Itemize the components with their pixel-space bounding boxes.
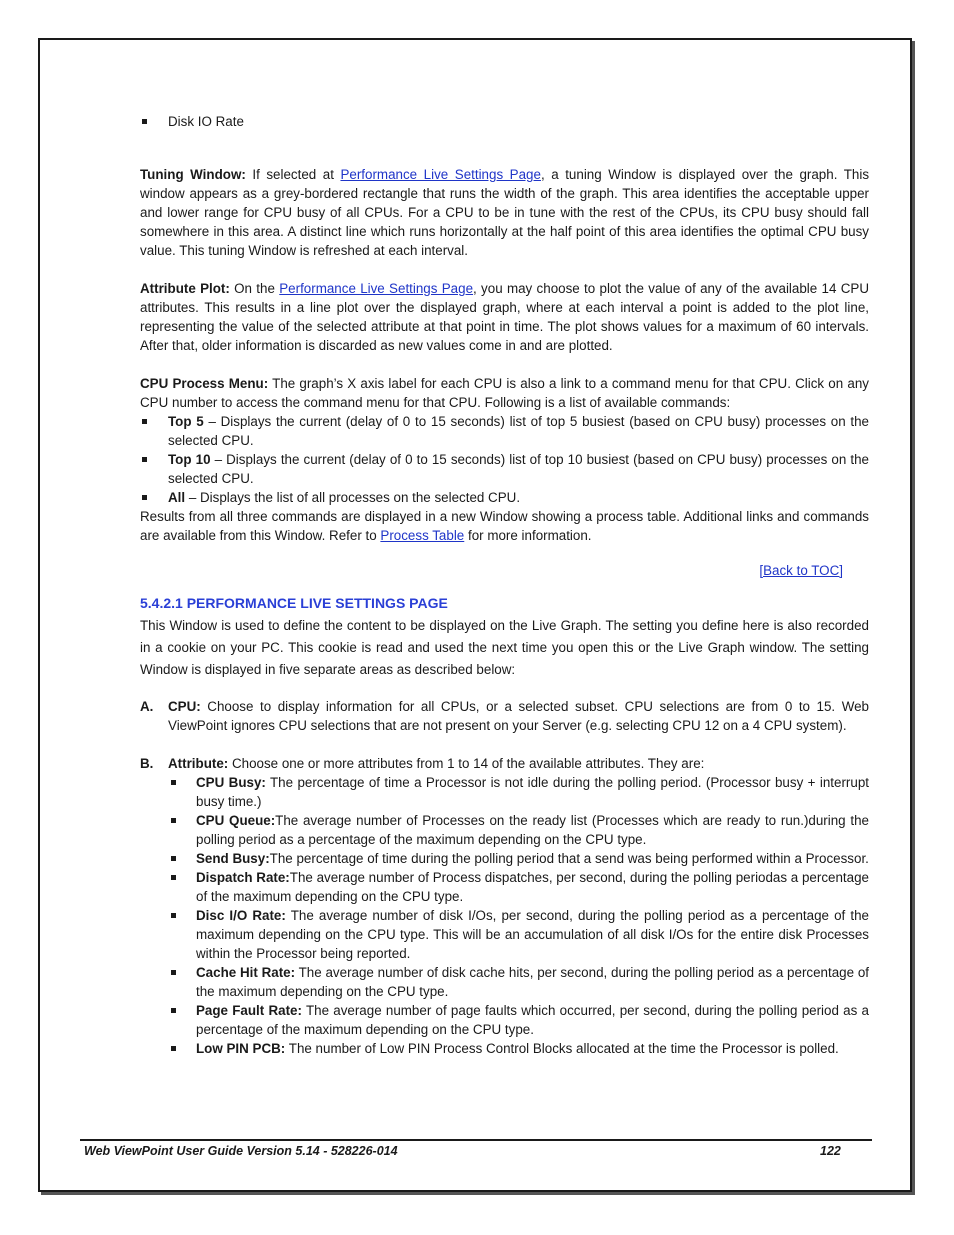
command-label: Top 5 xyxy=(168,414,204,429)
command-text: – Displays the list of all processes on the selected CPU. xyxy=(185,490,521,505)
section-heading: 5.4.2.1 PERFORMANCE LIVE SETTINGS PAGE xyxy=(140,595,448,611)
attribute-dispatch-rate xyxy=(140,868,869,906)
performance-live-settings-link-2[interactable]: Performance Live Settings Page xyxy=(279,281,474,296)
command-label: All xyxy=(168,490,186,505)
attribute-text: The percentage of time during the polling period that a send was being performed within a Processor. xyxy=(269,851,869,866)
attribute-text: The average number of Process dispatches, per second, during the polling periodas a percentage of the maximum depending on the CPU type. xyxy=(196,870,869,904)
attribute-cpu-queue xyxy=(140,811,869,849)
process-table-link[interactable]: Process Table xyxy=(380,528,465,543)
footer-title: Web ViewPoint User Guide Version 5.14 - 528226-014 xyxy=(84,1144,398,1158)
item-letter: A. xyxy=(140,699,154,714)
attribute-label: Low PIN PCB: xyxy=(196,1041,286,1056)
list-item-text: Disk IO Rate xyxy=(168,114,244,129)
list-item-top10 xyxy=(140,450,869,488)
item-b xyxy=(140,754,869,773)
list-item-top5 xyxy=(140,412,869,450)
section-intro: This Window is used to define the content to be displayed on the Live Graph. The setting you define here is also recorded in a cookie on your PC. This cookie is read and used the next time you open this or the Live Graph window. The setting Window is displayed in five separate areas as described below: xyxy=(140,618,869,677)
footer-divider xyxy=(80,1139,872,1141)
cpu-process-menu-label: CPU Process Menu: xyxy=(140,376,269,391)
attribute-disc-io-rate xyxy=(140,906,869,963)
item-b-text: Choose one or more attributes from 1 to 14 of the available attributes. They are: xyxy=(228,756,705,771)
attribute-label: Disc I/O Rate: xyxy=(196,908,286,923)
attribute-cache-hit-rate xyxy=(140,963,869,1001)
attribute-plot-paragraph xyxy=(140,279,869,355)
page-content xyxy=(140,112,869,1058)
item-a xyxy=(140,697,869,735)
back-to-toc-container xyxy=(140,561,843,580)
attribute-low-pin-pcb xyxy=(140,1039,869,1058)
item-a-label: CPU: xyxy=(168,699,201,714)
attribute-text: The average number of disk I/Os, per second, during the polling period as a percentage of the maximum depending on the CPU type. This will be an accumulation of all disk I/Os for the entire disk Processes within the Processor being reported. xyxy=(196,908,869,961)
attribute-label: Cache Hit Rate: xyxy=(196,965,296,980)
results-paragraph xyxy=(140,507,869,545)
results-text-pre: Results from all three commands are displayed in a new Window showing a process table. Additional links and commands are available from this Window. Refer to xyxy=(140,509,869,543)
tuning-window-paragraph xyxy=(140,165,869,260)
attribute-text: The percentage of time a Processor is not idle during the polling period. (Processor busy + interrupt busy time.) xyxy=(196,775,869,809)
command-text: – Displays the current (delay of 0 to 15 seconds) list of top 5 busiest (based on CPU busy) processes on the selected CPU. xyxy=(168,414,869,448)
performance-live-settings-link[interactable]: Performance Live Settings Page xyxy=(340,167,541,182)
page-number: 122 xyxy=(820,1144,841,1158)
item-letter: B. xyxy=(140,756,154,771)
back-to-toc-link[interactable]: [Back to TOC] xyxy=(759,563,843,578)
attribute-text: The average number of Processes on the ready list (Processes which are ready to run.)during the polling period as a percentage of the maximum depending on the CPU type. xyxy=(196,813,869,847)
attribute-label: Send Busy: xyxy=(196,851,270,866)
attribute-cpu-busy xyxy=(140,773,869,811)
list-item-disk-io-rate xyxy=(140,112,869,131)
list-item-all xyxy=(140,488,869,507)
attribute-plot-label: Attribute Plot: xyxy=(140,281,230,296)
attribute-plot-text-post: , you may choose to plot the value of any of the available 14 CPU attributes. This results in a line plot over the displayed graph, where at each interval a point is added to the plot line, representing the value of the selected attribute at that point in time. The plot shows values for a maximum of 60 intervals. After that, older information is discarded as new values come in and are plotted. xyxy=(140,281,869,353)
cpu-process-menu-paragraph xyxy=(140,374,869,412)
item-b-label: Attribute: xyxy=(168,756,229,771)
results-text-post: for more information. xyxy=(464,528,592,543)
attribute-page-fault-rate xyxy=(140,1001,869,1039)
attribute-plot-text-pre: On the xyxy=(229,281,280,296)
attribute-text: The average number of page faults which occurred, per second, during the polling period as a percentage of the maximum depending on the CPU type. xyxy=(196,1003,869,1037)
tuning-text-pre: If selected at xyxy=(245,167,341,182)
tuning-text-post: , a tuning Window is displayed over the graph. This window appears as a grey-bordered rectangle that runs the width of the graph. This area identifies the acceptable upper and lower range for CPU busy of all CPUs. For a CPU to be in tune with the rest of the CPUs, its CPU busy should fall somewhere in this area. A distinct line which runs horizontally at the half point of this area identifies the optimal CPU busy value. This tuning Window is refreshed at each interval. xyxy=(140,167,870,258)
attribute-label: Page Fault Rate: xyxy=(196,1003,302,1018)
cpu-process-menu-text: The graph’s X axis label for each CPU is also a link to a command menu for that CPU. Click on any CPU number to access the command menu for that CPU. Following is a list of available commands: xyxy=(140,376,869,410)
tuning-window-label: Tuning Window: xyxy=(140,167,246,182)
attribute-label: CPU Busy: xyxy=(196,775,266,790)
attribute-text: The number of Low PIN Process Control Blocks allocated at the time the Processor is polled. xyxy=(285,1041,839,1056)
attribute-send-busy xyxy=(140,849,869,868)
attribute-text: The average number of disk cache hits, per second, during the polling period as a percentage of the maximum depending on the CPU type. xyxy=(196,965,870,999)
item-a-text: Choose to display information for all CPUs, or a selected subset. CPU selections are from 0 to 15. Web ViewPoint ignores CPU selections that are not present on your Server (e.g. selecting CPU 12 on a 4 CPU system). xyxy=(168,699,869,733)
attribute-label: CPU Queue: xyxy=(196,813,276,828)
command-label: Top 10 xyxy=(168,452,211,467)
command-text: – Displays the current (delay of 0 to 15 seconds) list of top 10 busiest (based on CPU busy) processes on the selected CPU. xyxy=(168,452,869,486)
attribute-label: Dispatch Rate: xyxy=(196,870,290,885)
